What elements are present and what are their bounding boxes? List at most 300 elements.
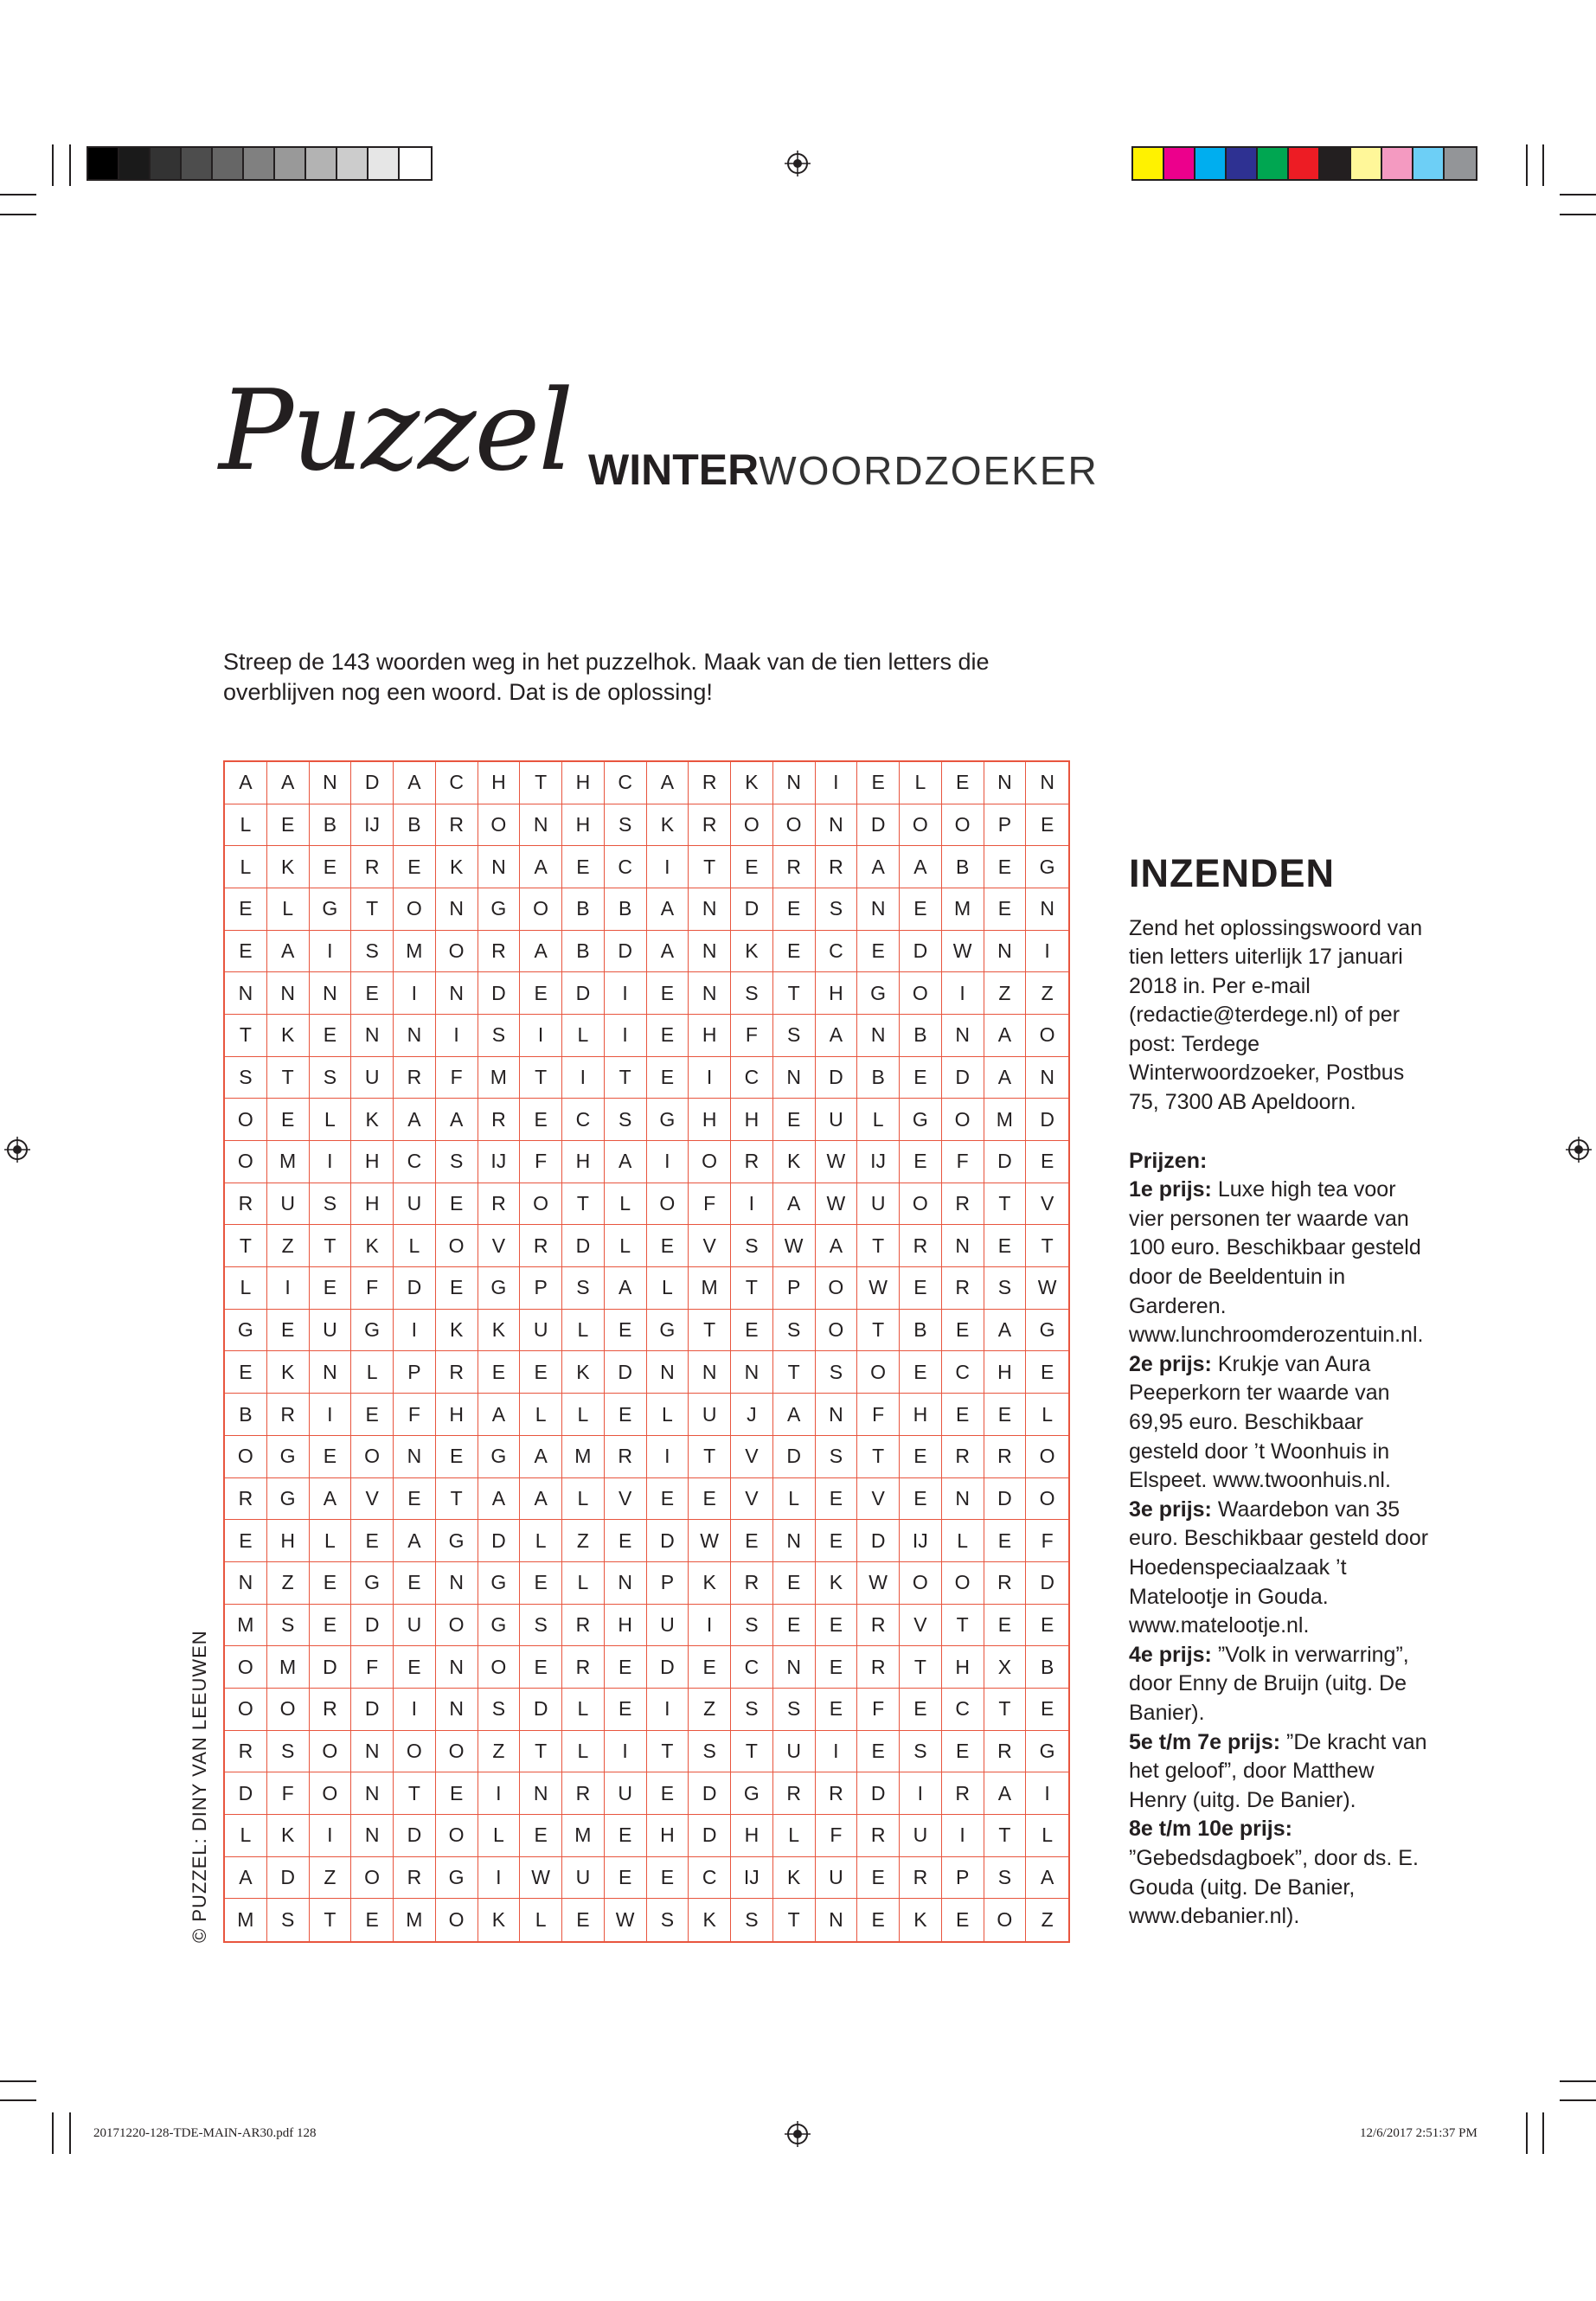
- grid-cell: G: [351, 1310, 394, 1352]
- grid-cell: N: [436, 1562, 478, 1605]
- prize-item: [1129, 1496, 1432, 1641]
- grid-cell: N: [689, 1351, 731, 1394]
- grid-cell: H: [984, 1351, 1027, 1394]
- registration-mark-icon: [785, 151, 811, 176]
- grid-cell: D: [267, 1857, 310, 1900]
- grid-cell: L: [562, 1562, 605, 1605]
- grid-cell: F: [942, 1141, 984, 1183]
- grid-cell: S: [478, 1015, 521, 1057]
- grid-cell: S: [605, 1099, 647, 1141]
- grid-cell: M: [225, 1899, 267, 1941]
- grid-cell: N: [857, 1015, 900, 1057]
- prize-item: [1129, 1815, 1432, 1931]
- grid-cell: I: [647, 1689, 689, 1731]
- prizes-label: Prijzen:: [1129, 1148, 1208, 1173]
- grid-cell: L: [773, 1478, 816, 1521]
- grid-cell: E: [857, 1857, 900, 1900]
- grid-cell: W: [605, 1899, 647, 1941]
- grid-cell: G: [478, 1436, 521, 1478]
- grid-cell: A: [225, 1857, 267, 1900]
- grid-cell: F: [857, 1689, 900, 1731]
- grid-cell: U: [351, 1057, 394, 1099]
- grid-cell: M: [267, 1646, 310, 1689]
- grid-cell: A: [520, 1478, 562, 1521]
- color-swatch: [1289, 148, 1320, 179]
- grid-cell: R: [984, 1562, 1027, 1605]
- grid-cell: N: [310, 972, 352, 1015]
- grid-cell: E: [225, 1351, 267, 1394]
- grid-cell: X: [984, 1646, 1027, 1689]
- grid-cell: E: [984, 888, 1027, 931]
- grid-cell: W: [816, 1183, 858, 1226]
- grid-cell: F: [394, 1394, 436, 1436]
- grid-cell: E: [773, 1562, 816, 1605]
- grid-cell: D: [605, 1351, 647, 1394]
- grid-cell: M: [394, 931, 436, 973]
- grid-cell: H: [942, 1646, 984, 1689]
- grid-cell: E: [816, 1646, 858, 1689]
- grid-cell: E: [225, 931, 267, 973]
- grid-cell: E: [562, 1899, 605, 1941]
- grid-cell: T: [351, 888, 394, 931]
- grid-cell: K: [816, 1562, 858, 1605]
- grid-cell: S: [816, 1436, 858, 1478]
- grid-cell: N: [984, 931, 1027, 973]
- grid-cell: O: [1026, 1015, 1068, 1057]
- grid-cell: E: [816, 1478, 858, 1521]
- grid-cell: L: [225, 846, 267, 888]
- grid-cell: N: [857, 888, 900, 931]
- grid-cell: N: [436, 1646, 478, 1689]
- grid-cell: O: [773, 804, 816, 847]
- grid-cell: S: [816, 888, 858, 931]
- grid-cell: T: [520, 762, 562, 804]
- grid-cell: I: [310, 1141, 352, 1183]
- grid-cell: S: [267, 1605, 310, 1647]
- grid-cell: D: [394, 1267, 436, 1310]
- grid-cell: I: [731, 1183, 773, 1226]
- grid-cell: H: [478, 762, 521, 804]
- grid-cell: E: [647, 1478, 689, 1521]
- grid-cell: E: [520, 1099, 562, 1141]
- grid-cell: E: [900, 888, 942, 931]
- grid-cell: S: [647, 1899, 689, 1941]
- grid-cell: E: [857, 931, 900, 973]
- grid-cell: T: [689, 1310, 731, 1352]
- grid-cell: I: [394, 1310, 436, 1352]
- grid-cell: V: [900, 1605, 942, 1647]
- grid-cell: G: [478, 888, 521, 931]
- grid-cell: F: [857, 1394, 900, 1436]
- grid-cell: D: [816, 1057, 858, 1099]
- grid-cell: H: [689, 1015, 731, 1057]
- grid-cell: L: [478, 1815, 521, 1857]
- grid-cell: E: [478, 1351, 521, 1394]
- grid-cell: R: [394, 1057, 436, 1099]
- prize-description: ”Volk in verwarring”, door Enny de Bruijn (uitg. De Banier).: [1129, 1642, 1409, 1725]
- grid-cell: E: [984, 1520, 1027, 1562]
- gray-swatch: [88, 148, 119, 179]
- grid-cell: S: [267, 1899, 310, 1941]
- grid-cell: E: [267, 1099, 310, 1141]
- grid-cell: A: [605, 1141, 647, 1183]
- grid-cell: R: [900, 1225, 942, 1267]
- grid-cell: H: [562, 804, 605, 847]
- grid-cell: D: [857, 1772, 900, 1815]
- grid-cell: L: [310, 1099, 352, 1141]
- grid-cell: N: [773, 1646, 816, 1689]
- grid-cell: N: [1026, 1057, 1068, 1099]
- grid-cell: G: [1026, 1310, 1068, 1352]
- grid-cell: F: [689, 1183, 731, 1226]
- grid-cell: E: [310, 1015, 352, 1057]
- grid-cell: S: [731, 1225, 773, 1267]
- crop-mark: [69, 2112, 71, 2154]
- grid-cell: W: [816, 1141, 858, 1183]
- grid-cell: A: [267, 762, 310, 804]
- grid-cell: E: [857, 762, 900, 804]
- grid-cell: F: [267, 1772, 310, 1815]
- grid-cell: O: [436, 931, 478, 973]
- grid-cell: E: [816, 1520, 858, 1562]
- grid-cell: U: [520, 1310, 562, 1352]
- puzzle-title-bold: WINTER: [588, 445, 760, 494]
- prize-label: 2e prijs:: [1129, 1351, 1212, 1376]
- grid-cell: L: [562, 1478, 605, 1521]
- grid-cell: D: [520, 1689, 562, 1731]
- grid-cell: E: [689, 1478, 731, 1521]
- grid-cell: I: [267, 1267, 310, 1310]
- grid-cell: O: [900, 804, 942, 847]
- grid-cell: O: [436, 1899, 478, 1941]
- grid-cell: N: [436, 972, 478, 1015]
- grid-cell: A: [647, 888, 689, 931]
- grid-cell: V: [351, 1478, 394, 1521]
- grid-cell: D: [689, 1815, 731, 1857]
- grid-cell: O: [942, 804, 984, 847]
- grid-cell: O: [225, 1141, 267, 1183]
- grid-cell: E: [647, 1015, 689, 1057]
- grid-cell: N: [351, 1772, 394, 1815]
- grid-cell: R: [478, 931, 521, 973]
- grid-cell: H: [436, 1394, 478, 1436]
- grid-cell: N: [394, 1015, 436, 1057]
- grid-cell: I: [816, 1731, 858, 1773]
- grid-cell: A: [984, 1310, 1027, 1352]
- grid-cell: O: [351, 1436, 394, 1478]
- grid-cell: E: [731, 1520, 773, 1562]
- submission-instructions: Zend het oplossingswoord van tien letters uiterlijk 17 januari 2018 in. Per e-mail (redactie@terdege.nl) of per post: Terdege Winterwoordzoeker, Postbus 75, 7300 AB Apeldoorn.: [1129, 915, 1423, 1115]
- grid-cell: S: [816, 1351, 858, 1394]
- grid-cell: T: [984, 1183, 1027, 1226]
- grid-cell: L: [520, 1899, 562, 1941]
- grid-cell: T: [857, 1225, 900, 1267]
- grid-cell: S: [310, 1183, 352, 1226]
- grid-cell: K: [351, 1099, 394, 1141]
- gray-swatch: [369, 148, 400, 179]
- crop-mark: [1542, 144, 1544, 186]
- grid-cell: E: [562, 846, 605, 888]
- grid-cell: D: [942, 1057, 984, 1099]
- grid-cell: E: [984, 846, 1027, 888]
- grid-cell: I: [394, 1689, 436, 1731]
- grid-cell: R: [562, 1646, 605, 1689]
- grid-cell: T: [984, 1689, 1027, 1731]
- grid-cell: E: [310, 846, 352, 888]
- grid-cell: D: [647, 1520, 689, 1562]
- grid-cell: D: [689, 1772, 731, 1815]
- grid-cell: E: [605, 1520, 647, 1562]
- grid-cell: U: [689, 1394, 731, 1436]
- grid-cell: O: [225, 1646, 267, 1689]
- gray-swatch: [182, 148, 213, 179]
- color-swatch: [1445, 148, 1476, 179]
- grid-cell: O: [942, 1562, 984, 1605]
- color-swatch: [1133, 148, 1164, 179]
- grid-cell: R: [562, 1605, 605, 1647]
- grid-cell: I: [478, 1857, 521, 1900]
- footer-timestamp: 12/6/2017 2:51:37 PM: [1360, 2126, 1477, 2140]
- grid-cell: B: [942, 846, 984, 888]
- grid-cell: E: [394, 846, 436, 888]
- grid-cell: I: [562, 1057, 605, 1099]
- prize-description: Krukje van Aura Peeperkorn ter waarde van 69,95 euro. Beschikbaar gesteld door ’t Woonhuis in Elspeet. www.twoonhuis.nl.: [1129, 1351, 1391, 1493]
- grid-cell: Z: [478, 1731, 521, 1773]
- grid-cell: R: [520, 1225, 562, 1267]
- grid-cell: T: [857, 1436, 900, 1478]
- grid-cell: E: [900, 1267, 942, 1310]
- grid-cell: R: [436, 804, 478, 847]
- grid-cell: D: [857, 1520, 900, 1562]
- grid-cell: N: [984, 762, 1027, 804]
- grid-cell: G: [436, 1520, 478, 1562]
- prize-item: [1129, 1728, 1432, 1816]
- gray-swatch: [337, 148, 369, 179]
- grid-cell: O: [310, 1772, 352, 1815]
- grid-cell: G: [1026, 1731, 1068, 1773]
- grid-cell: D: [351, 762, 394, 804]
- grid-cell: P: [984, 804, 1027, 847]
- grid-cell: O: [942, 1099, 984, 1141]
- grid-cell: P: [942, 1857, 984, 1900]
- grid-cell: T: [225, 1225, 267, 1267]
- grid-cell: Z: [267, 1225, 310, 1267]
- grid-cell: W: [1026, 1267, 1068, 1310]
- grid-cell: H: [267, 1520, 310, 1562]
- color-swatch: [1382, 148, 1413, 179]
- crop-mark: [52, 2112, 54, 2154]
- grid-cell: I: [689, 1605, 731, 1647]
- grid-cell: D: [310, 1646, 352, 1689]
- grid-cell: R: [773, 1772, 816, 1815]
- grid-cell: C: [942, 1351, 984, 1394]
- grid-cell: R: [816, 846, 858, 888]
- grid-cell: D: [857, 804, 900, 847]
- grid-cell: I: [310, 931, 352, 973]
- grid-cell: T: [605, 1057, 647, 1099]
- grid-cell: E: [605, 1310, 647, 1352]
- grid-cell: A: [773, 1394, 816, 1436]
- grid-cell: W: [520, 1857, 562, 1900]
- grid-cell: S: [351, 931, 394, 973]
- grid-cell: N: [351, 1731, 394, 1773]
- grid-cell: D: [351, 1689, 394, 1731]
- grid-cell: K: [773, 1141, 816, 1183]
- grid-cell: R: [857, 1815, 900, 1857]
- grid-cell: A: [310, 1478, 352, 1521]
- grid-cell: G: [647, 1099, 689, 1141]
- crop-mark: [0, 2099, 36, 2101]
- grid-cell: N: [225, 1562, 267, 1605]
- prize-item: [1129, 1350, 1432, 1496]
- grid-cell: W: [857, 1267, 900, 1310]
- grid-cell: V: [857, 1478, 900, 1521]
- grid-cell: E: [351, 1899, 394, 1941]
- grid-cell: K: [436, 846, 478, 888]
- grid-cell: B: [225, 1394, 267, 1436]
- grid-cell: O: [436, 1605, 478, 1647]
- grid-cell: E: [857, 1731, 900, 1773]
- color-swatch: [1258, 148, 1289, 179]
- grid-cell: E: [310, 1605, 352, 1647]
- grid-cell: R: [436, 1351, 478, 1394]
- grid-cell: S: [520, 1605, 562, 1647]
- grid-cell: E: [900, 1436, 942, 1478]
- grid-cell: N: [773, 1520, 816, 1562]
- grid-cell: T: [310, 1899, 352, 1941]
- grid-cell: N: [225, 972, 267, 1015]
- grid-cell: L: [900, 762, 942, 804]
- grid-cell: E: [394, 1562, 436, 1605]
- grid-cell: A: [394, 762, 436, 804]
- grid-cell: N: [605, 1562, 647, 1605]
- grid-cell: A: [984, 1015, 1027, 1057]
- grid-cell: I: [605, 1015, 647, 1057]
- prize-label: 1e prijs:: [1129, 1177, 1212, 1202]
- grid-cell: E: [605, 1857, 647, 1900]
- grid-cell: D: [900, 931, 942, 973]
- grid-cell: IJ: [731, 1857, 773, 1900]
- grid-cell: O: [267, 1689, 310, 1731]
- grid-cell: N: [267, 972, 310, 1015]
- grid-cell: G: [310, 888, 352, 931]
- crop-mark: [1526, 144, 1528, 186]
- grid-cell: H: [605, 1605, 647, 1647]
- grid-cell: E: [436, 1772, 478, 1815]
- grid-cell: I: [520, 1015, 562, 1057]
- footer-file-info: 20171220-128-TDE-MAIN-AR30.pdf 128: [93, 2126, 317, 2140]
- grid-cell: L: [857, 1099, 900, 1141]
- grid-cell: R: [731, 1562, 773, 1605]
- grid-cell: B: [562, 931, 605, 973]
- grid-cell: U: [267, 1183, 310, 1226]
- grid-cell: E: [900, 1057, 942, 1099]
- grid-cell: Z: [562, 1520, 605, 1562]
- grid-cell: E: [520, 1351, 562, 1394]
- prize-label: 8e t/m 10e prijs:: [1129, 1817, 1292, 1842]
- grid-cell: E: [1026, 1605, 1068, 1647]
- grid-cell: I: [647, 1141, 689, 1183]
- grid-cell: A: [394, 1520, 436, 1562]
- crop-mark: [0, 214, 36, 215]
- gray-swatch: [275, 148, 306, 179]
- grid-cell: L: [225, 1815, 267, 1857]
- grid-cell: U: [394, 1605, 436, 1647]
- gray-swatch: [400, 148, 431, 179]
- grid-cell: C: [394, 1141, 436, 1183]
- grid-cell: E: [731, 846, 773, 888]
- grid-cell: R: [225, 1478, 267, 1521]
- grid-cell: R: [773, 846, 816, 888]
- grid-cell: F: [1026, 1520, 1068, 1562]
- grid-cell: R: [984, 1436, 1027, 1478]
- grid-cell: E: [394, 1478, 436, 1521]
- grid-cell: IJ: [478, 1141, 521, 1183]
- grid-cell: E: [225, 888, 267, 931]
- grid-cell: M: [267, 1141, 310, 1183]
- grid-cell: R: [689, 762, 731, 804]
- grid-cell: N: [942, 1015, 984, 1057]
- grid-cell: B: [605, 888, 647, 931]
- grid-cell: Z: [984, 972, 1027, 1015]
- grid-cell: M: [984, 1099, 1027, 1141]
- grid-cell: U: [816, 1857, 858, 1900]
- grid-cell: E: [267, 804, 310, 847]
- grid-cell: W: [942, 931, 984, 973]
- grid-cell: A: [1026, 1857, 1068, 1900]
- grid-cell: A: [225, 762, 267, 804]
- grid-cell: A: [267, 931, 310, 973]
- grid-cell: S: [605, 804, 647, 847]
- grid-cell: A: [436, 1099, 478, 1141]
- grid-cell: O: [647, 1183, 689, 1226]
- grid-cell: M: [689, 1267, 731, 1310]
- grid-cell: D: [351, 1605, 394, 1647]
- grid-cell: N: [310, 1351, 352, 1394]
- gray-swatch: [213, 148, 244, 179]
- grid-cell: R: [984, 1731, 1027, 1773]
- grid-cell: T: [520, 1057, 562, 1099]
- grid-cell: T: [773, 1899, 816, 1941]
- crop-mark: [1542, 2112, 1544, 2154]
- grid-cell: R: [942, 1267, 984, 1310]
- crop-mark: [0, 2080, 36, 2082]
- grid-cell: I: [689, 1057, 731, 1099]
- grid-cell: L: [647, 1267, 689, 1310]
- grid-cell: G: [478, 1267, 521, 1310]
- grid-cell: B: [857, 1057, 900, 1099]
- grid-cell: C: [731, 1057, 773, 1099]
- grid-cell: R: [478, 1099, 521, 1141]
- grid-cell: O: [225, 1689, 267, 1731]
- grid-cell: K: [267, 1015, 310, 1057]
- grid-cell: S: [731, 1605, 773, 1647]
- grid-cell: H: [562, 762, 605, 804]
- grid-cell: G: [225, 1310, 267, 1352]
- grid-cell: E: [900, 1351, 942, 1394]
- grid-cell: E: [773, 1099, 816, 1141]
- grid-cell: R: [942, 1183, 984, 1226]
- prize-description: ”Gebedsdagboek”, door ds. E. Gouda (uitg. De Banier, www.debanier.nl).: [1129, 1845, 1419, 1929]
- grid-cell: K: [773, 1857, 816, 1900]
- grid-cell: O: [436, 1815, 478, 1857]
- grid-cell: L: [520, 1394, 562, 1436]
- grid-cell: A: [984, 1772, 1027, 1815]
- grid-cell: O: [478, 1646, 521, 1689]
- grid-cell: E: [351, 1394, 394, 1436]
- registration-mark-icon: [1566, 1137, 1592, 1163]
- grid-cell: A: [816, 1015, 858, 1057]
